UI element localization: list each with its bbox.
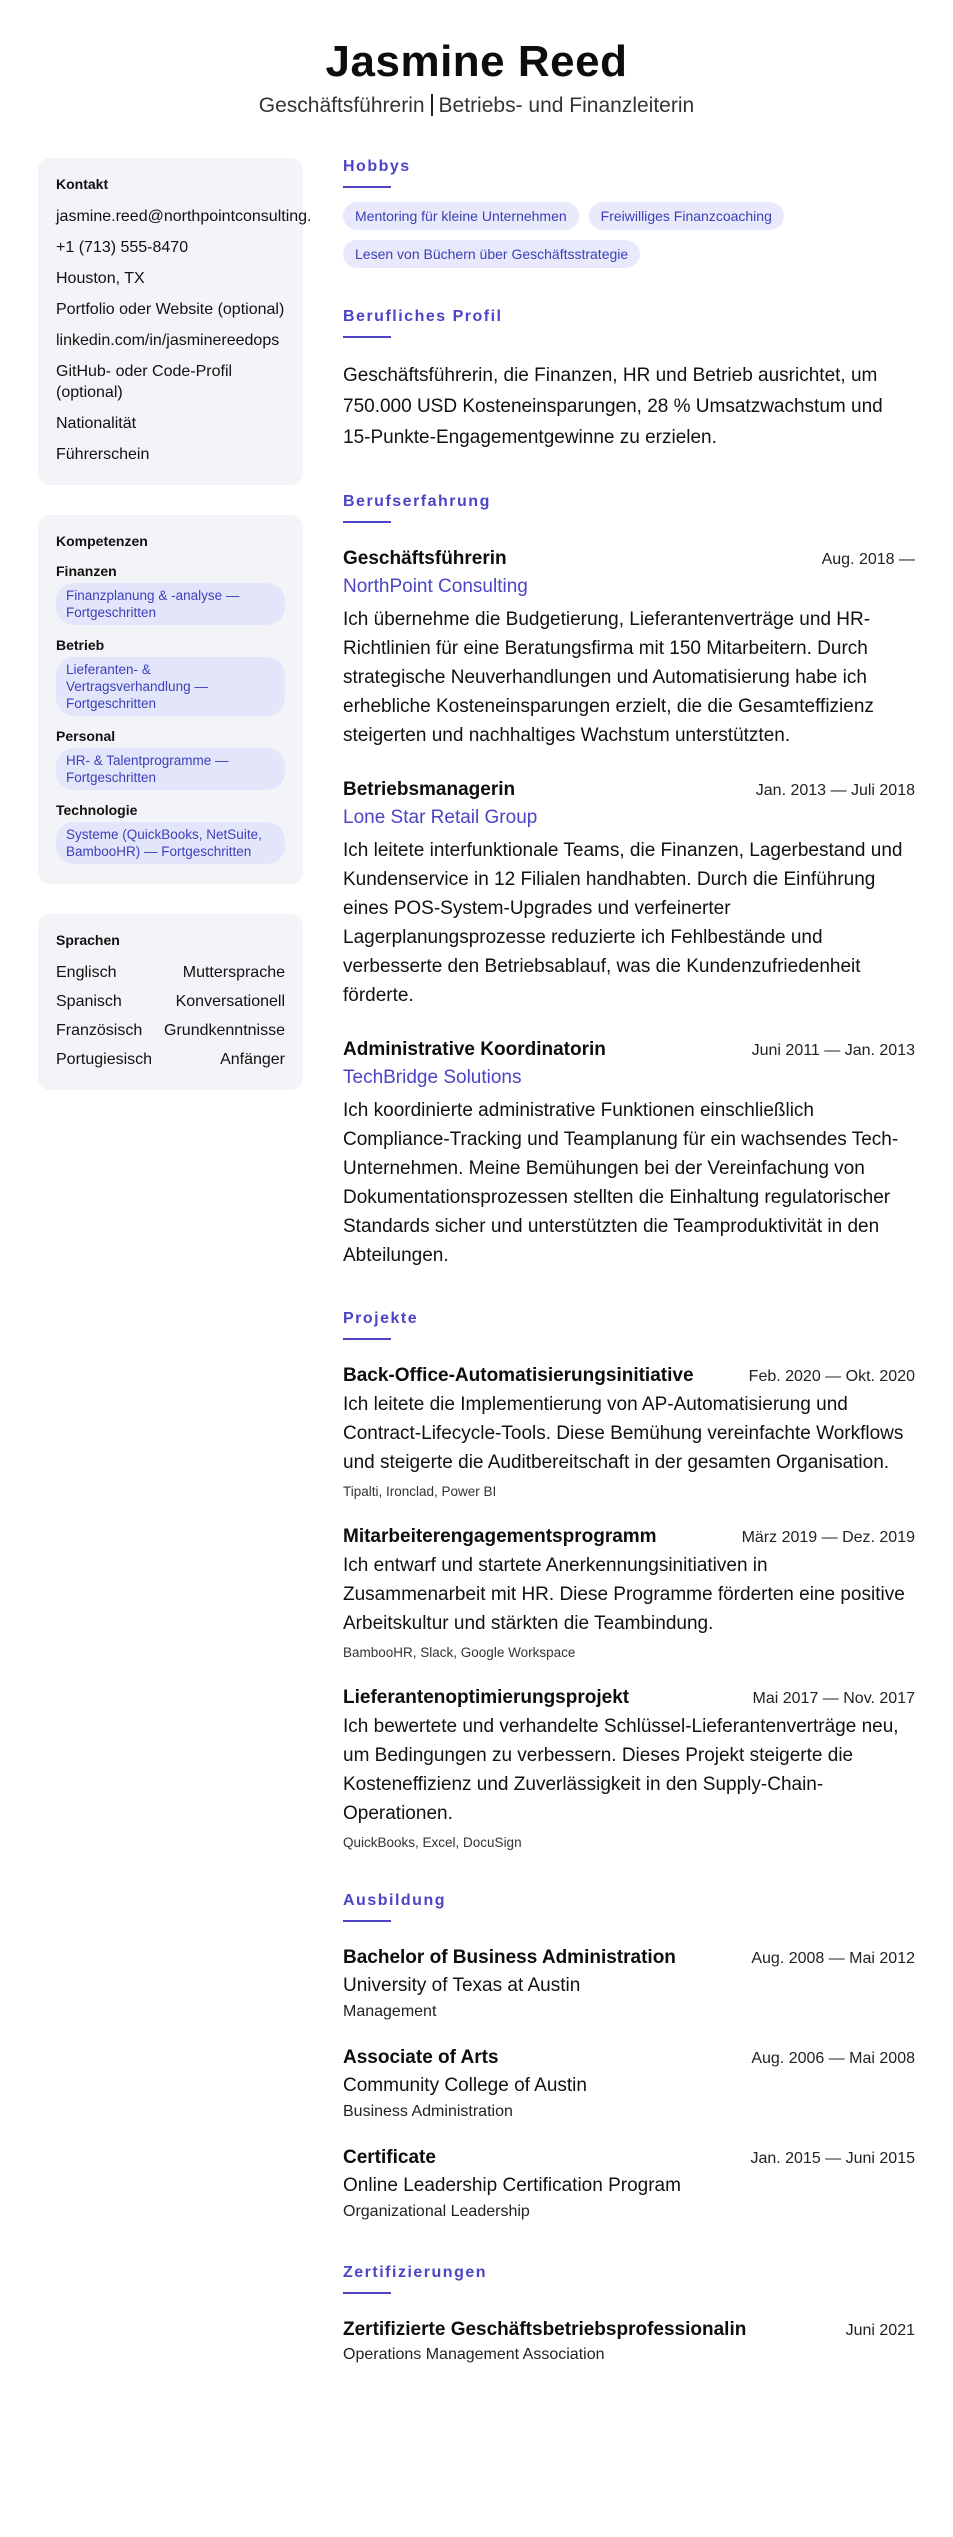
section-divider xyxy=(343,1338,391,1340)
candidate-name: Jasmine Reed xyxy=(325,37,628,86)
project-tech: Tipalti, Ironclad, Power BI xyxy=(343,1484,497,1499)
hobby-tags xyxy=(343,202,915,268)
education-degree: Certificate xyxy=(343,2147,436,2168)
job-role: Geschäftsführerin xyxy=(343,548,507,569)
skills-title: Kompetenzen xyxy=(56,533,148,549)
project-description: Ich leitete die Implementierung von AP-Automatisierung und Contract-Lifecycle-Tools. Diese Bemühung vereinfachte Workflows und steigerte die Auditbereitschaft in der gesamten Organisation. xyxy=(343,1394,904,1473)
project-name: Back-Office-Automatisierungsinitiative xyxy=(343,1365,694,1386)
education-entry xyxy=(343,2144,915,2224)
skill-group xyxy=(56,728,285,790)
contact-location: Houston, TX xyxy=(56,270,145,287)
skill-group-label: Betrieb xyxy=(56,637,105,653)
skill-group xyxy=(56,637,285,716)
language-row xyxy=(56,1020,285,1041)
section-title: Zertifizierungen xyxy=(343,2264,488,2281)
contact-nationality: Nationalität xyxy=(56,415,137,432)
skill-chip: Systeme (QuickBooks, NetSuite, BambooHR) — Fortgeschritten xyxy=(56,822,285,864)
project-date: Mai 2017 — Nov. 2017 xyxy=(752,1690,915,1707)
education-school: Community College of Austin xyxy=(343,2075,587,2096)
education-field: Business Administration xyxy=(343,2103,513,2120)
hobby-tag: Freiwilliges Finanzcoaching xyxy=(589,202,784,230)
section-divider xyxy=(343,2292,391,2294)
skill-group-label: Personal xyxy=(56,728,116,744)
section-title: Projekte xyxy=(343,1310,419,1327)
skill-group xyxy=(56,563,285,625)
skill-chip: Lieferanten- & Vertragsverhandlung — Fortgeschritten xyxy=(56,657,285,716)
resume-header xyxy=(0,0,953,120)
section-divider xyxy=(343,1920,391,1922)
education-degree: Bachelor of Business Administration xyxy=(343,1947,676,1968)
project-date: März 2019 — Dez. 2019 xyxy=(741,1529,915,1546)
education-date: Jan. 2015 — Juni 2015 xyxy=(750,2150,915,2167)
section-divider xyxy=(343,521,391,523)
languages-card xyxy=(38,914,303,1090)
language-name: Spanisch xyxy=(56,993,122,1010)
job-role: Betriebsmanagerin xyxy=(343,779,516,800)
section-title: Berufserfahrung xyxy=(343,493,491,510)
job-date: Aug. 2018 — xyxy=(821,551,915,568)
certification-org: Operations Management Association xyxy=(343,2346,605,2363)
project-name: Lieferantenoptimierungsprojekt xyxy=(343,1687,630,1708)
certification-entry xyxy=(343,2316,915,2366)
skill-group xyxy=(56,802,285,864)
language-level: Konversationell xyxy=(175,993,285,1010)
main-content xyxy=(343,158,915,2366)
title-left: Geschäftsführerin xyxy=(258,94,425,117)
hobby-tag: Lesen von Büchern über Geschäftsstrategie xyxy=(343,240,640,268)
experience-entry xyxy=(343,1036,915,1270)
skill-chip: HR- & Talentprogramme — Fortgeschritten xyxy=(56,748,285,790)
contact-card xyxy=(38,158,312,485)
section-title: Ausbildung xyxy=(343,1892,446,1909)
skills-card xyxy=(38,515,303,884)
project-name: Mitarbeiterengagementsprogramm xyxy=(343,1526,657,1547)
education-school: University of Texas at Austin xyxy=(343,1975,581,1996)
language-row xyxy=(56,991,285,1012)
contact-title: Kontakt xyxy=(56,176,109,192)
job-description: Ich leitete interfunktionale Teams, die Finanzen, Lagerbestand und Kundenservice in 12 Filialen handhabten. Durch die Einführung eines POS-System-Upgrades und verfeinerter Lagerplanungsprozesse reduzierte ich Fehlbestände und verbesserte den Betriebsablauf, was die Kundenzufriedenheit förderte. xyxy=(343,840,903,1006)
section-title: Hobbys xyxy=(343,158,411,175)
project-description: Ich entwarf und startete Anerkennungsinitiativen in Zusammenarbeit mit HR. Diese Programme förderten eine positive Arbeitskultur und stärkten die Teambindung. xyxy=(343,1555,905,1634)
project-entry xyxy=(343,1684,915,1852)
education-field: Organizational Leadership xyxy=(343,2203,530,2220)
section-divider xyxy=(343,336,391,338)
project-entry xyxy=(343,1523,915,1662)
skill-group-label: Finanzen xyxy=(56,563,117,579)
language-name: Französisch xyxy=(56,1022,143,1039)
project-description: Ich bewertete und verhandelte Schlüssel-Lieferantenverträge neu, um Bedingungen zu verbessern. Dieses Projekt steigerte die Kosteneffizienz und Zuverlässigkeit in den Supply-Chain-Operationen. xyxy=(343,1716,899,1824)
education-field: Management xyxy=(343,2003,437,2020)
certifications-section xyxy=(343,2264,915,2366)
contact-github[interactable]: GitHub- oder Code-Profil (optional) xyxy=(56,363,233,401)
project-tech: QuickBooks, Excel, DocuSign xyxy=(343,1835,522,1850)
job-company: TechBridge Solutions xyxy=(343,1067,522,1088)
education-section xyxy=(343,1892,915,2224)
skill-chip: Finanzplanung & -analyse — Fortgeschritten xyxy=(56,583,285,625)
certification-date: Juni 2021 xyxy=(845,2322,915,2339)
project-entry xyxy=(343,1362,915,1501)
section-title: Berufliches Profil xyxy=(343,308,503,325)
language-name: Englisch xyxy=(56,964,117,981)
experience-section xyxy=(343,493,915,1270)
skill-group-label: Technologie xyxy=(56,802,138,818)
job-date: Juni 2011 — Jan. 2013 xyxy=(751,1042,915,1059)
job-company: NorthPoint Consulting xyxy=(343,576,528,597)
contact-email[interactable]: jasmine.reed@northpointconsulting. xyxy=(56,208,312,225)
job-company: Lone Star Retail Group xyxy=(343,807,538,828)
education-date: Aug. 2008 — Mai 2012 xyxy=(751,1950,915,1967)
language-row xyxy=(56,1049,285,1070)
education-entry xyxy=(343,1944,915,2024)
language-row xyxy=(56,962,285,983)
title-right: Betriebs- und Finanzleiterin xyxy=(438,94,695,117)
education-date: Aug. 2006 — Mai 2008 xyxy=(751,2050,915,2067)
job-date: Jan. 2013 — Juli 2018 xyxy=(755,782,915,799)
section-divider xyxy=(343,186,391,188)
language-level: Muttersprache xyxy=(182,964,285,981)
experience-entry xyxy=(343,545,915,750)
title-separator xyxy=(431,94,433,116)
sidebar xyxy=(38,158,312,1120)
job-description: Ich koordinierte administrative Funktionen einschließlich Compliance-Tracking und Teamplanung für ein wachsendes Tech-Unternehmen. Meine Bemühungen bei der Vereinfachung von Dokumentationsprozessen stellten die Einhaltung regulatorischer Standards sicher und unterstützten die Teamproduktivität in den Abteilungen. xyxy=(343,1100,899,1266)
education-degree: Associate of Arts xyxy=(343,2047,499,2068)
certification-name: Zertifizierte Geschäftsbetriebsprofessionalin xyxy=(343,2319,747,2340)
candidate-title xyxy=(0,92,953,120)
experience-entry xyxy=(343,776,915,1010)
contact-phone[interactable]: +1 (713) 555-8470 xyxy=(56,239,189,256)
project-date: Feb. 2020 — Okt. 2020 xyxy=(748,1368,915,1385)
hobby-tag: Mentoring für kleine Unternehmen xyxy=(343,202,579,230)
languages-title: Sprachen xyxy=(56,932,120,948)
job-role: Administrative Koordinatorin xyxy=(343,1039,606,1060)
language-level: Grundkenntnisse xyxy=(164,1022,285,1039)
job-description: Ich übernehme die Budgetierung, Lieferantenverträge und HR-Richtlinien für eine Beratungsfirma mit 150 Mitarbeitern. Durch strategische Neuverhandlungen und Automatisierung habe ich erhebliche Kosteneinsparungen erzielt, die die Gesamteffizienz steigerten und nachhaltiges Wachstum unterstützten. xyxy=(343,609,874,746)
hobbies-section xyxy=(343,158,915,268)
profile-text: Geschäftsführerin, die Finanzen, HR und Betrieb ausrichtet, um 750.000 USD Kosteneinsparungen, 28 % Umsatzwachstum und 15-Punkte-Engagementgewinne zu erzielen. xyxy=(343,365,883,448)
contact-license: Führerschein xyxy=(56,446,150,463)
project-tech: BambooHR, Slack, Google Workspace xyxy=(343,1645,576,1660)
contact-portfolio[interactable]: Portfolio oder Website (optional) xyxy=(56,301,285,318)
profile-section xyxy=(343,308,915,453)
education-school: Online Leadership Certification Program xyxy=(343,2175,681,2196)
contact-linkedin[interactable]: linkedin.com/in/jasminereedops xyxy=(56,332,280,349)
education-entry xyxy=(343,2044,915,2124)
language-level: Anfänger xyxy=(220,1051,285,1068)
projects-section xyxy=(343,1310,915,1852)
language-name: Portugiesisch xyxy=(56,1051,153,1068)
